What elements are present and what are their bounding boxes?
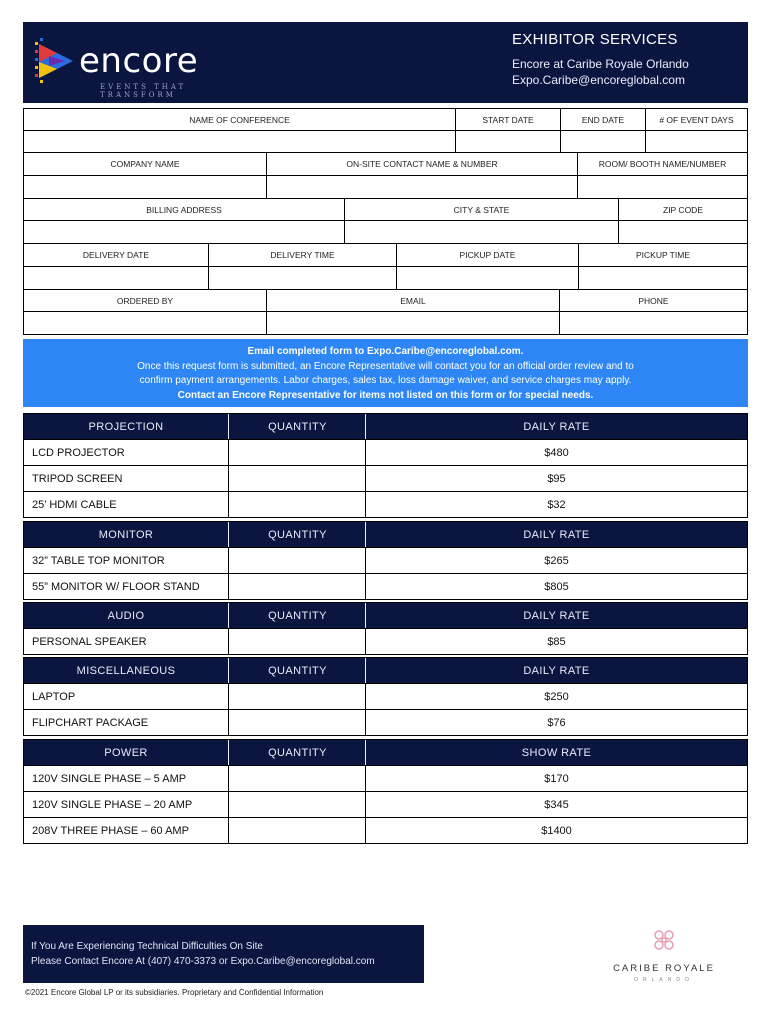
- item-price: $1400: [541, 824, 572, 837]
- logo-wordmark: encore: [79, 41, 199, 81]
- quantity-input[interactable]: [229, 792, 365, 817]
- power-header: [23, 739, 748, 766]
- ordered-by-input[interactable]: [23, 311, 267, 335]
- caribe-royale-location: ORLANDO: [634, 977, 694, 983]
- pickup-time-input[interactable]: [578, 266, 748, 290]
- rate-header: SHOW RATE: [521, 746, 592, 759]
- table-row: [23, 466, 748, 492]
- item-price: $76: [547, 716, 566, 729]
- email-input[interactable]: [266, 311, 560, 335]
- table-row: [23, 792, 748, 818]
- quantity-input[interactable]: [229, 629, 365, 654]
- label-pickup-time: PICKUP TIME: [578, 243, 748, 267]
- monitor-header: [23, 521, 748, 548]
- header-email-link[interactable]: Expo.Caribe@encoreglobal.com: [512, 73, 685, 87]
- copyright-notice: ©2021 Encore Global LP or its subsidiaries. Proprietary and Confidential Information: [25, 988, 324, 997]
- table-row: [23, 710, 748, 736]
- header-contact-block: [512, 31, 722, 88]
- quantity-header: QUANTITY: [268, 664, 327, 677]
- rate-header: DAILY RATE: [523, 528, 590, 541]
- item-name: 32” TABLE TOP MONITOR: [32, 554, 165, 567]
- table-row: [23, 440, 748, 466]
- rate-header: DAILY RATE: [523, 664, 590, 677]
- audio-title: AUDIO: [107, 609, 145, 622]
- item-name: 120V SINGLE PHASE – 20 AMP: [32, 798, 193, 811]
- projection-header: [23, 413, 748, 440]
- label-city-state: CITY & STATE: [344, 198, 619, 221]
- quantity-header: QUANTITY: [268, 746, 327, 759]
- item-price: $85: [547, 635, 566, 648]
- quantity-header: QUANTITY: [268, 420, 327, 433]
- monitor-title: MONITOR: [98, 528, 154, 541]
- item-name: PERSONAL SPEAKER: [32, 635, 147, 648]
- label-onsite-contact: ON-SITE CONTACT NAME & NUMBER: [266, 152, 578, 176]
- quantity-input[interactable]: [229, 440, 365, 465]
- quantity-header: QUANTITY: [268, 609, 327, 622]
- item-price: $32: [547, 498, 566, 511]
- header-banner: [23, 22, 748, 103]
- table-row: [23, 766, 748, 792]
- label-pickup-date: PICKUP DATE: [396, 243, 579, 267]
- label-start-date: START DATE: [455, 108, 561, 131]
- notice-line-2: Once this request form is submitted, an Encore Representative will contact you for an official order review and to: [137, 360, 634, 372]
- item-name: 25’ HDMI CABLE: [32, 498, 117, 511]
- phone-input[interactable]: [559, 311, 748, 335]
- label-phone: PHONE: [559, 289, 748, 312]
- quantity-input[interactable]: [229, 766, 365, 791]
- quantity-input[interactable]: [229, 548, 365, 573]
- label-zip: ZIP CODE: [618, 198, 748, 221]
- delivery-time-input[interactable]: [208, 266, 397, 290]
- quantity-input[interactable]: [229, 492, 365, 517]
- label-ordered-by: ORDERED BY: [23, 289, 267, 312]
- item-name: LCD PROJECTOR: [32, 446, 125, 459]
- quantity-input[interactable]: [229, 710, 365, 735]
- item-name: FLIPCHART PACKAGE: [32, 716, 149, 729]
- notice-contact-line: Contact an Encore Representative for items not listed on this form or for special needs.: [177, 389, 594, 401]
- item-price: $265: [544, 554, 569, 567]
- item-price: $95: [547, 472, 566, 485]
- label-billing: BILLING ADDRESS: [23, 198, 345, 221]
- support-line-1: If You Are Experiencing Technical Difficulties On Site: [31, 941, 263, 952]
- city-state-input[interactable]: [344, 220, 619, 244]
- page-title: EXHIBITOR SERVICES: [512, 31, 678, 48]
- notice-line-3: confirm payment arrangements. Labor charges, sales tax, loss damage waiver, and service charges may apply.: [139, 375, 632, 386]
- label-end-date: END DATE: [560, 108, 646, 131]
- miscellaneous-header: [23, 657, 748, 684]
- item-name: 55” MONITOR W/ FLOOR STAND: [32, 580, 200, 593]
- conference-input[interactable]: [23, 130, 456, 153]
- label-room-booth: ROOM/ BOOTH NAME/NUMBER: [577, 152, 748, 176]
- label-company: COMPANY NAME: [23, 152, 267, 176]
- item-price: $480: [544, 446, 569, 459]
- label-delivery-date: DELIVERY DATE: [23, 243, 209, 267]
- item-price: $805: [544, 580, 569, 593]
- room-booth-input[interactable]: [577, 175, 748, 199]
- table-row: [23, 548, 748, 574]
- projection-title: PROJECTION: [88, 420, 164, 433]
- item-name: 208V THREE PHASE – 60 AMP: [32, 824, 189, 837]
- company-input[interactable]: [23, 175, 267, 199]
- event-days-input[interactable]: [645, 130, 748, 153]
- label-event-days: # OF EVENT DAYS: [645, 108, 748, 131]
- item-price: $345: [544, 798, 569, 811]
- rate-header: DAILY RATE: [523, 420, 590, 433]
- label-delivery-time: DELIVERY TIME: [208, 243, 397, 267]
- pickup-date-input[interactable]: [396, 266, 579, 290]
- label-email: EMAIL: [266, 289, 560, 312]
- audio-header: [23, 602, 748, 629]
- item-price: $250: [544, 690, 569, 703]
- miscellaneous-title: MISCELLANEOUS: [76, 664, 176, 677]
- table-row: [23, 574, 748, 600]
- support-line-2: Please Contact Encore At (407) 470-3373 or Expo.Caribe@encoreglobal.com: [31, 956, 375, 967]
- caribe-royale-emblem-icon: [649, 925, 679, 955]
- item-name: TRIPOD SCREEN: [32, 472, 123, 485]
- billing-input[interactable]: [23, 220, 345, 244]
- support-contact-box: [23, 925, 424, 983]
- notice-email-line: Email completed form to Expo.Caribe@encoreglobal.com.: [247, 346, 524, 357]
- end-date-input[interactable]: [560, 130, 646, 153]
- table-row: [23, 629, 748, 655]
- label-conference: NAME OF CONFERENCE: [23, 108, 456, 131]
- zip-input[interactable]: [618, 220, 748, 244]
- power-title: POWER: [104, 746, 148, 759]
- venue-name: Encore at Caribe Royale Orlando: [512, 57, 689, 71]
- quantity-header: QUANTITY: [268, 528, 327, 541]
- caribe-royale-name: CARIBE ROYALE: [613, 963, 715, 974]
- item-name: LAPTOP: [32, 690, 76, 703]
- item-price: $170: [544, 772, 569, 785]
- delivery-date-input[interactable]: [23, 266, 209, 290]
- submission-notice: [23, 339, 748, 407]
- table-row: [23, 818, 748, 844]
- caribe-royale-logo: [604, 920, 724, 985]
- encore-logo: [35, 36, 265, 99]
- rate-header: DAILY RATE: [523, 609, 590, 622]
- item-name: 120V SINGLE PHASE – 5 AMP: [32, 772, 187, 785]
- quantity-input[interactable]: [229, 818, 365, 843]
- table-row: [23, 492, 748, 518]
- table-row: [23, 684, 748, 710]
- logo-tagline: EVENTS THAT TRANSFORM: [100, 83, 187, 99]
- quantity-input[interactable]: [229, 574, 365, 599]
- quantity-input[interactable]: [229, 466, 365, 491]
- encore-logo-mark-icon: [35, 38, 75, 84]
- onsite-contact-input[interactable]: [266, 175, 578, 199]
- quantity-input[interactable]: [229, 684, 365, 709]
- start-date-input[interactable]: [455, 130, 561, 153]
